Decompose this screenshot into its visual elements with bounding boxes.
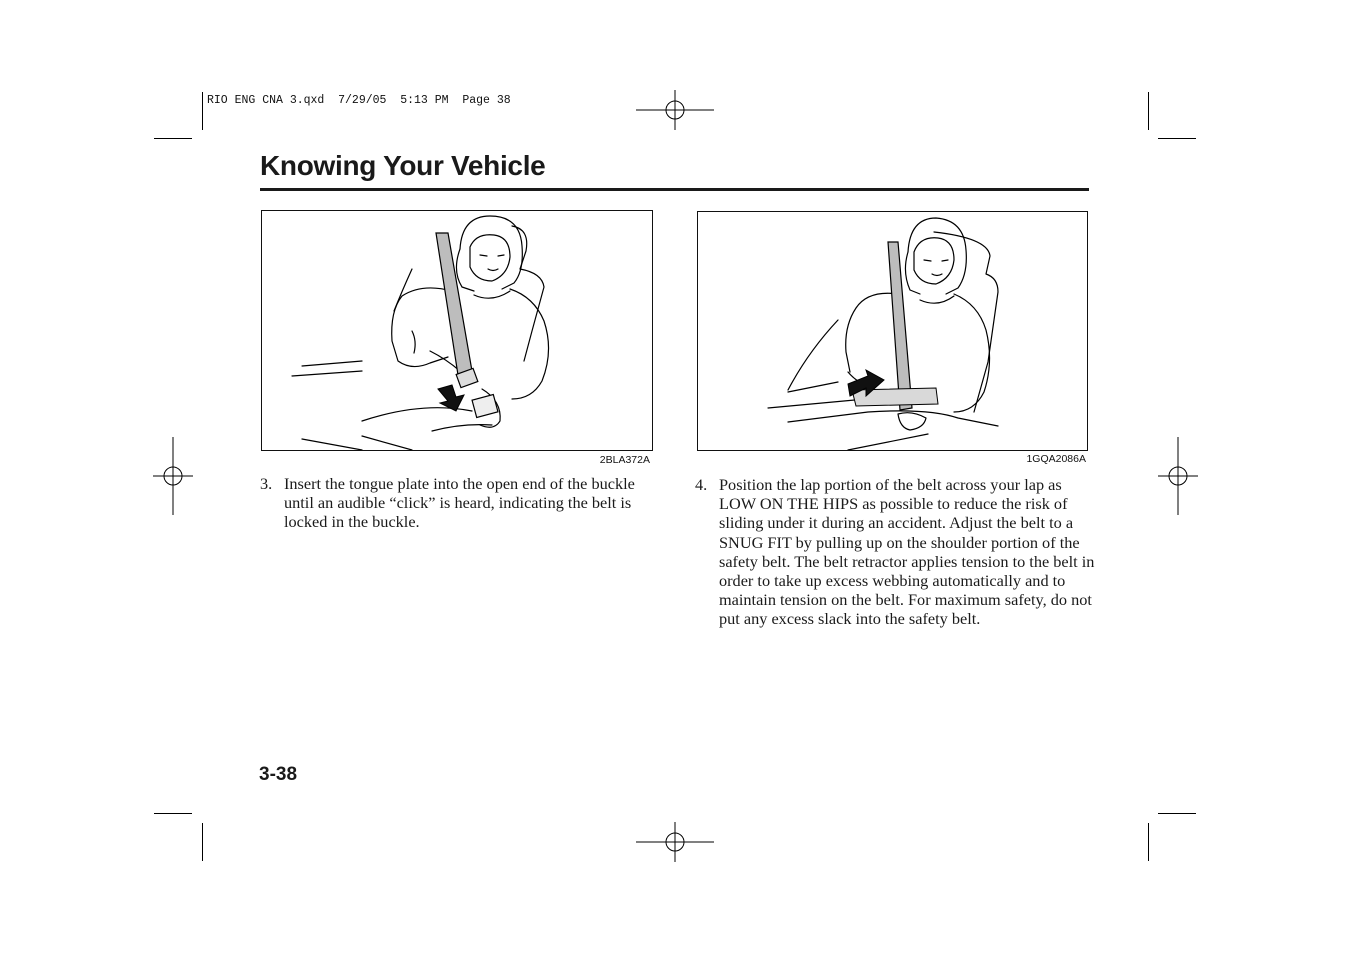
crop-mark [1158,813,1196,814]
registration-mark-icon [636,90,714,130]
seatbelt-lap-position-illustration [697,211,1088,451]
crop-mark [154,813,192,814]
crop-mark [154,138,192,139]
print-slug: RIO ENG CNA 3.qxd 7/29/05 5:13 PM Page 38 [207,94,511,107]
title-rule [260,188,1089,191]
figure-caption: 2BLA372A [599,454,650,466]
lap-belt-illustration-icon [698,212,1087,450]
step-text: Position the lap portion of the belt across your lap as LOW ON THE HIPS as possible to reduce the risk of sliding under it during an accident. Adjust the belt to a SNUG FIT by pulling up on the shoulder portion of the safety belt. The belt retractor applies tension to the belt in order to take up excess webbing automatically and to maintain tension on the belt. For maximum safety, do not put any excess slack into the safety belt. [719,475,1095,629]
crop-mark [202,823,203,861]
instruction-step [695,475,1095,629]
figure-caption: 1GQA2086A [1026,453,1086,465]
registration-mark-icon [153,437,193,515]
crop-mark [1158,138,1196,139]
seatbelt-buckle-illustration [261,210,653,451]
page-title: Knowing Your Vehicle [260,150,546,181]
step-number: 3. [260,474,273,493]
crop-mark [1148,823,1149,861]
page-number: 3-38 [259,764,298,785]
crop-mark [202,92,203,130]
step-number: 4. [695,475,708,494]
buckle-illustration-icon [262,211,652,450]
step-text: Insert the tongue plate into the open end of the buckle until an audible “click” is heard, indicating the belt is locked in the buckle. [284,474,635,532]
registration-mark-icon [1158,437,1198,515]
instruction-step [260,474,660,532]
registration-mark-icon [636,822,714,862]
crop-mark [1148,92,1149,130]
